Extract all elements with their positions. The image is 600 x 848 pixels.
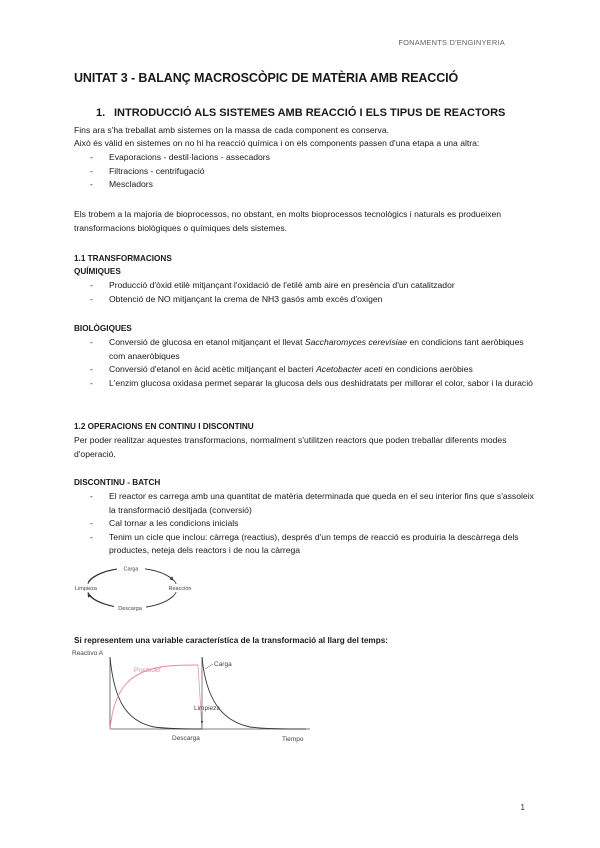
unit-title: UNITAT 3 - BALANÇ MACROSCÒPIC DE MATÈRIA AMB REACCIÓ (74, 71, 459, 85)
cycle-label-left: Limpieza (74, 586, 98, 592)
x-axis-label: Tiempo (282, 736, 304, 743)
bio-2-text-b: en condicions aeròbies (382, 364, 473, 374)
subsection-1-2-paragraph: Per poder realitzar aquestes transformacions, normalment s'utilitzen reactors que poden treballar diferents modes d'operació. (74, 435, 507, 459)
section-1-paragraph-3: Els trobem a la majoria de bioprocessos, no obstant, en molts bioprocessos tecnològics i naturals es produeixen transformacions biològiques o químiques dels sistemes. (74, 209, 502, 233)
list-item: - El reactor es carrega amb una quantitat de matèria determinada que queda en el seu interior fins que s'assoleix la transformació desitjada (conversió) (88, 490, 534, 517)
cycle-label-top: Carga (123, 566, 139, 573)
section-1-number: 1. (96, 107, 106, 119)
load-label: Carga (214, 661, 232, 668)
quimiques-heading: QUÍMIQUES (74, 267, 121, 276)
species-name: Acetobacter aceti (316, 364, 383, 374)
bio-1-text-b: en condicions tant aeròbiques com anaeròbiques (109, 337, 524, 361)
section-1-paragraph-1: Fins ara s'ha treballat amb sistemes on la massa de cada component es conserva. (74, 125, 389, 135)
process-list (88, 151, 534, 192)
page-header: FONAMENTS D'ENGINYERIA (398, 38, 505, 47)
graph-intro: Si representem una variable característica de la transformació al llarg del temps: (74, 636, 388, 645)
bio-1-text-a: Conversió de glucosa en etanol mitjançant el llevat (109, 337, 305, 347)
list-item: - Tenim un cicle que inclou: càrrega (reactius), després d'un temps de reacció es produiria la descàrrega dels productes, neteja dels reactors i de nou la càrrega (88, 531, 534, 558)
subsection-1-1-title: 1.1 TRANSFORMACIONS (74, 254, 172, 263)
cleaning-label: Limpieza (194, 705, 221, 712)
section-1-paragraph-2: Això és vàlid en sistemes on no hi ha reacció química i on els components passen d'una etapa a una altra: (74, 138, 480, 148)
section-1-title: INTRODUCCIÓ ALS SISTEMES AMB REACCIÓ I ELS TIPUS DE REACTORS (114, 107, 506, 119)
batch-cycle-diagram (70, 560, 210, 616)
biological-list (88, 336, 534, 390)
cycle-label-right: Reacción (168, 586, 192, 592)
list-item: - Cal tornar a les condicions inicials (88, 517, 534, 531)
subsection-1-2-title: 1.2 OPERACIONS EN CONTINU I DISCONTINU (74, 422, 254, 431)
unload-label: Descarga (172, 735, 200, 742)
concentration-time-graph (70, 645, 320, 745)
product-label: Producto (134, 667, 161, 674)
product-drop-line (198, 665, 202, 729)
product-curve (110, 665, 198, 729)
biologiques-heading: BIOLÒGIQUES (74, 324, 132, 333)
list-item (88, 363, 534, 377)
list-item: - Filtracions - centrifugació (88, 165, 534, 179)
batch-list (88, 490, 534, 558)
page-number: 1 (520, 803, 525, 812)
load-pointer (205, 664, 213, 669)
bio-2-text-a: Conversió d'etanol en àcid acètic mitjançant el bacteri (109, 364, 317, 374)
species-name: Saccharomyces cerevisiae (304, 337, 408, 347)
batch-heading: DISCONTINU - BATCH (74, 478, 161, 487)
chemical-list (88, 279, 534, 306)
y-axis-label: Reactivo A (72, 650, 104, 657)
cycle-label-bottom: Descarga (118, 606, 142, 612)
list-item: - L'enzim glucosa oxidasa permet separar la glucosa dels ous deshidratats per millorar el color, sabor i la duració (88, 377, 534, 391)
list-item (88, 336, 534, 363)
list-item: - Producció d'òxid etilè mitjançant l'oxidació de l'etilè amb aire en presència d'un catalitzador (88, 279, 534, 293)
section-1-heading (96, 107, 505, 119)
list-item: - Mescladors (88, 178, 534, 192)
list-item: - Evaporacions - destil·lacions - assecadors (88, 151, 534, 165)
list-item: - Obtenció de NO mitjançant la crema de NH3 gasós amb excés d'oxigen (88, 293, 534, 307)
